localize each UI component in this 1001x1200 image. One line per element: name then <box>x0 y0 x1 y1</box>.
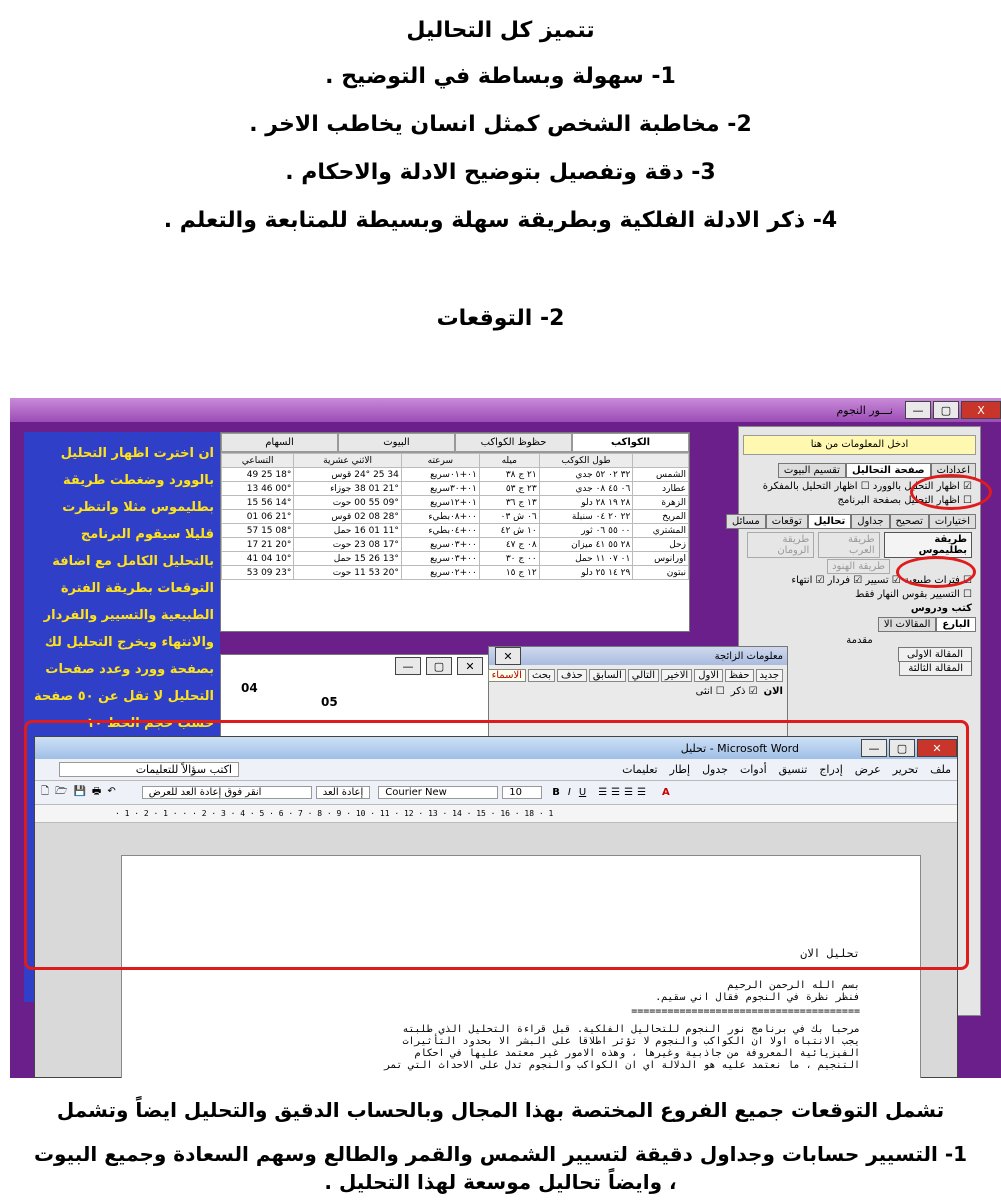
menu-view[interactable]: عرض <box>854 763 881 776</box>
check-intiha: انتهاء <box>791 575 813 586</box>
menu-tools[interactable]: أدوات <box>739 763 767 776</box>
tab-questions[interactable]: مسائل <box>726 514 766 529</box>
cell: 00° 46 13 <box>222 482 294 496</box>
male-check[interactable]: ☑ ذكر <box>730 686 758 697</box>
tab-choices[interactable]: اختيارات <box>929 514 976 529</box>
planets-grid <box>220 432 690 632</box>
cell: ٠٠ ٥٥ ٠٦ ثور <box>539 524 633 538</box>
cell: اورانوس <box>633 552 689 566</box>
cell: المشتري <box>633 524 689 538</box>
female-label: انثى <box>695 686 713 697</box>
indians-method-button[interactable]: طريقة الهنود <box>827 559 890 574</box>
female-check[interactable]: ☐ انثى <box>695 686 725 697</box>
style-dropdown[interactable]: انقر فوق إعادة العد للعرض <box>142 786 312 799</box>
doc-line: ====================================== <box>631 1006 860 1017</box>
option-word-label: اظهار التحليل بالوورد <box>872 481 960 492</box>
col-header: الاثني عشرية <box>294 454 402 468</box>
cell: ١٢ ج ١٥ <box>479 566 539 580</box>
check-tasyir: تسيير <box>865 575 889 586</box>
table-row[interactable] <box>222 538 689 552</box>
intro-label: مقدمة <box>846 635 873 646</box>
new-button[interactable]: جديد <box>756 669 783 682</box>
underline-button[interactable]: U <box>578 787 587 798</box>
word-maximize-button[interactable]: ▢ <box>889 739 915 757</box>
highlight-word-window <box>24 720 969 970</box>
cell: 09° 55 00 حوت <box>294 496 402 510</box>
first-button[interactable]: الاول <box>694 669 723 682</box>
menu-edit[interactable]: تحرير <box>892 763 919 776</box>
table-row[interactable] <box>222 566 689 580</box>
close-button[interactable]: X <box>961 401 1001 419</box>
method-checks[interactable]: ☑ فترات طبيعية ☑ تسيير ☑ فردار ☑ انتهاء <box>791 575 972 586</box>
table-row[interactable] <box>222 510 689 524</box>
col-header: ميله <box>479 454 539 468</box>
cell: نبتون <box>633 566 689 580</box>
cell: 08° 15 57 <box>222 524 294 538</box>
help-search-input[interactable]: اكتب سؤالاً للتعليمات <box>59 762 239 777</box>
tab-articles[interactable]: المقالات الا <box>878 617 937 632</box>
word-title: تحليل - Microsoft Word <box>680 741 799 755</box>
grid-tabs <box>221 433 689 453</box>
cell: 10° 04 41 <box>222 552 294 566</box>
cell: ٠٠+٠٤بطيء <box>401 524 479 538</box>
romans-method-button[interactable]: طريقة الرومان <box>747 532 814 558</box>
font-color-button[interactable]: A <box>662 787 670 798</box>
cell: ١٠ ش ٤٢ <box>479 524 539 538</box>
feature-3: 3- دقة وتفصيل بتوضيح الادلة والاحكام . <box>285 160 716 185</box>
minimize-button[interactable]: — <box>905 401 931 419</box>
cell: ٢٢ ٢٠ ٠٤ سنبلة <box>539 510 633 524</box>
cell: ٢٨ ١٩ ٢٨ دلو <box>539 496 633 510</box>
search-button[interactable]: بحث <box>528 669 555 682</box>
cell: 20° 21 17 <box>222 538 294 552</box>
italic-button[interactable]: I <box>567 787 571 798</box>
col-header <box>633 454 689 468</box>
cell: 18° 25 49 <box>222 468 294 482</box>
cell: ٠١+٣٠سريع <box>401 482 479 496</box>
tab-house-division[interactable]: تقسيم البيوت <box>778 463 846 478</box>
word-minimize-button[interactable]: — <box>861 739 887 757</box>
cell: ٠١+١٢سريع <box>401 496 479 510</box>
cell: 17° 08 23 حوت <box>294 538 402 552</box>
feature-1: 1- سهولة وبساطة في التوضيح . <box>325 64 676 89</box>
table-row[interactable] <box>222 496 689 510</box>
menu-frame[interactable]: إطار <box>669 763 691 776</box>
cell: المريخ <box>633 510 689 524</box>
doc-line: التنجيم ، ما نعتمد عليه هو الدلالة اي ان الكواكب والنجوم تدل على الاحداث التي تمر <box>384 1060 860 1071</box>
menu-help[interactable]: تعليمات <box>622 763 658 776</box>
doc-line: يجب الانتباه اولا ان الكواكب والنجوم لا تؤثر اطلاقا على البشر الا بحدود التأثيرات <box>402 1036 860 1047</box>
tab-planets[interactable]: الكواكب <box>572 433 689 452</box>
feature-2: 2- مخاطبة الشخص كمثل انسان يخاطب الاخر . <box>249 112 752 137</box>
cell: ٠٠+٠٨بطيء <box>401 510 479 524</box>
cell: 20° 53 11 حوت <box>294 566 402 580</box>
bold-button[interactable]: B <box>552 787 560 798</box>
wheel-maximize-button[interactable]: ▢ <box>426 657 452 675</box>
cell: عطارد <box>633 482 689 496</box>
ptolemy-method-button[interactable]: طريقة بطليموس <box>884 532 972 558</box>
names-button[interactable]: الاسماء <box>488 669 526 682</box>
cell: 28° 08 02 قوس <box>294 510 402 524</box>
check-natural-periods: فترات طبيعية <box>903 575 960 586</box>
doc-line: بسم الله الرحمن الرحيم <box>727 980 860 991</box>
app-title: نـــور النجوم <box>836 403 893 417</box>
cell: ٠٠+٠٣سريع <box>401 538 479 552</box>
cell: ٠١ ٠٧ ١١ حمل <box>539 552 633 566</box>
cell: ٠٦ ٤٥ ٠٨ جدي <box>539 482 633 496</box>
last-button[interactable]: الاخير <box>661 669 692 682</box>
cell: ٠٠ ج ٣٠ <box>479 552 539 566</box>
table-row[interactable] <box>222 552 689 566</box>
option-program[interactable]: ☐ اظهار التحليل بصفحة البرنامج <box>837 495 972 506</box>
save-button[interactable]: حفظ <box>725 669 754 682</box>
table-row[interactable] <box>222 524 689 538</box>
col-header: سرعته <box>401 454 479 468</box>
option-word[interactable]: ☑ اظهار التحليل بالوورد ☐ اظهار التحليل بالمفكرة <box>762 481 972 492</box>
cell: 21° 01 38 جوزاء <box>294 482 402 496</box>
cell: الشمس <box>633 468 689 482</box>
menu-format[interactable]: تنسيق <box>778 763 808 776</box>
menu-file[interactable]: ملف <box>930 763 951 776</box>
app-titlebar <box>10 398 1001 422</box>
cell: ٠٠+٠٢سريع <box>401 566 479 580</box>
tab-houses[interactable]: البيوت <box>338 433 455 452</box>
cell: 34 25 24° قوس <box>294 468 402 482</box>
wheel-mark-05: 05 <box>321 695 338 709</box>
cell: ١٣ ج ٣٦ <box>479 496 539 510</box>
cell: 23° 09 53 <box>222 566 294 580</box>
highlight-ptolemy <box>896 556 976 588</box>
tab-tables[interactable]: جداول <box>851 514 889 529</box>
tab-arrows[interactable]: السهام <box>221 433 338 452</box>
wheel-minimize-button[interactable]: — <box>395 657 421 675</box>
tab-planet-fortunes[interactable]: حظوظ الكواكب <box>455 433 572 452</box>
tab-predictions[interactable]: توقعات <box>766 514 808 529</box>
doc-heading: تحليل الان <box>800 947 860 960</box>
restart-numbering-button[interactable]: إعادة العد <box>316 786 371 799</box>
font-dropdown[interactable]: Courier New <box>378 786 498 799</box>
previous-button[interactable]: السابق <box>589 669 626 682</box>
check-firdar: فردار <box>827 575 851 586</box>
paragraph-1: تشمل التوقعات جميع الفروع المختصة بهذا المجال وبالحساب الدقيق والتحليل ايضاً وتشمل <box>56 1098 945 1122</box>
doc-line: الفيزيائية المعروفة من جاذبية وغيرها ، وهذه الامور غير معتمد عليها في احكام <box>414 1048 860 1059</box>
cell: ٢٨ ٥٥ ٤١ ميزان <box>539 538 633 552</box>
cell: ٠١+٠١سريع <box>401 468 479 482</box>
doc-line: مرحبا بك في برنامج نور النجوم للتحاليل الفلكية. قبل قراءة التحليل الذي طلبته <box>402 1024 860 1035</box>
option-notepad-label: اظهار التحليل بالمفكرة <box>762 481 858 492</box>
align-icons[interactable]: ☰☰☰☰ <box>598 787 651 798</box>
chart-info-title: معلومات الزائجة <box>714 650 783 662</box>
article-1-button[interactable]: المقالة الاولى <box>898 647 972 662</box>
menu-insert[interactable]: إدراج <box>819 763 843 776</box>
cell: ٠٨ ج ٤٧ <box>479 538 539 552</box>
delete-button[interactable]: حذف <box>557 669 587 682</box>
font-size-dropdown[interactable]: 10 <box>502 786 542 799</box>
paragraph-2: 1- التسيير حسابات وجداول دقيقة لتسيير الشمس والقمر والطالع وسهم السعادة وجميع البيوت <box>33 1142 968 1166</box>
table-row[interactable] <box>222 468 689 482</box>
chart-info-close-button[interactable]: ✕ <box>495 647 521 665</box>
now-label: الان <box>763 686 783 697</box>
planets-table <box>221 453 689 580</box>
tab-correction[interactable]: تصحيح <box>890 514 929 529</box>
input-hint: ادخل المعلومات من هنا <box>743 435 976 455</box>
word-close-button[interactable]: ✕ <box>917 739 957 757</box>
cell: ٢٣ ج ٥٣ <box>479 482 539 496</box>
article-3-button[interactable]: المقالة الثالثة <box>899 661 972 676</box>
paragraph-3: ، وايضاً تحاليل موسعة لهذا التحليل . <box>324 1170 677 1194</box>
tab-analyses[interactable]: تحاليل <box>808 514 851 529</box>
menu-table[interactable]: جدول <box>702 763 728 776</box>
highlight-word-option <box>910 474 992 510</box>
app-screenshot <box>10 398 1001 1078</box>
cell: ٠٠+٠٣سريع <box>401 552 479 566</box>
cell: ٠٦ ش ٠٣ <box>479 510 539 524</box>
wheel-close-button[interactable]: ✕ <box>457 657 483 675</box>
check-day-arc-label: التسيير بقوس النهار فقط <box>855 589 960 600</box>
cell: الزهرة <box>633 496 689 510</box>
check-day-arc[interactable]: ☐ التسيير بقوس النهار فقط <box>855 589 972 600</box>
table-row[interactable] <box>222 482 689 496</box>
books-heading: كتب ودروس <box>910 603 972 614</box>
male-label: ذكر <box>730 686 746 697</box>
tab-baraa[interactable]: البارع <box>936 617 976 632</box>
tab-analysis-page[interactable]: صفحة التحاليل <box>846 463 931 478</box>
arabs-method-button[interactable]: طريقة العرب <box>818 532 879 558</box>
next-button[interactable]: التالي <box>628 669 659 682</box>
page-title: تتميز كل التحاليل <box>406 18 595 43</box>
tab-settings[interactable]: اعدادات <box>931 463 976 478</box>
cell: ٣٢ ٠٢ ٥٢ جدي <box>539 468 633 482</box>
instructions-panel: ان اخترت اظهار التحليل بالوورد وضغطت طريقة بطليموس مثلا وانتظرت قليلا سيقوم البرنامج بالتحليل الكامل مع اضافة التوقعات بطريقة الفترة الطبيعية والتسيير والفردار والانتهاء ويخرج التحليل لك بصفحة وورد وعدد صفحات التحليل لا تقل عن ٥٠ صفحة حسب حجم الخط ١٠ <box>24 432 220 1002</box>
cell: 14° 56 15 <box>222 496 294 510</box>
wheel-mark-04: 04 <box>241 681 258 695</box>
section-title: 2- التوقعات <box>436 306 565 331</box>
standard-toolbar-icons[interactable]: 🗋🗁💾🖶↶ <box>41 786 122 797</box>
maximize-button[interactable]: ▢ <box>933 401 959 419</box>
cell: زحل <box>633 538 689 552</box>
doc-line: فنظر نظرة في النجوم فقال اني سقيم. <box>655 992 860 1003</box>
col-header: طول الكوكب <box>539 454 633 468</box>
cell: ٢١ ج ٣٨ <box>479 468 539 482</box>
ruler: · 1 · 2 · 1 · · · 2 · 3 · 4 · 5 · 6 · 7 · 8 · 9 · 10 · 11 · 12 · 13 · 14 · 15 · 16 · 18 · 1 <box>35 805 957 823</box>
option-program-label: اظهار التحليل بصفحة البرنامج <box>837 495 960 506</box>
cell: 11° 01 16 حمل <box>294 524 402 538</box>
col-header: التساعي <box>222 454 294 468</box>
feature-4: 4- ذكر الادلة الفلكية وبطريقة سهلة وبسيطة للمتابعة والتعلم . <box>163 208 838 233</box>
cell: ٢٩ ١٤ ٢٥ دلو <box>539 566 633 580</box>
cell: 13° 26 15 حمل <box>294 552 402 566</box>
cell: 21° 06 01 <box>222 510 294 524</box>
